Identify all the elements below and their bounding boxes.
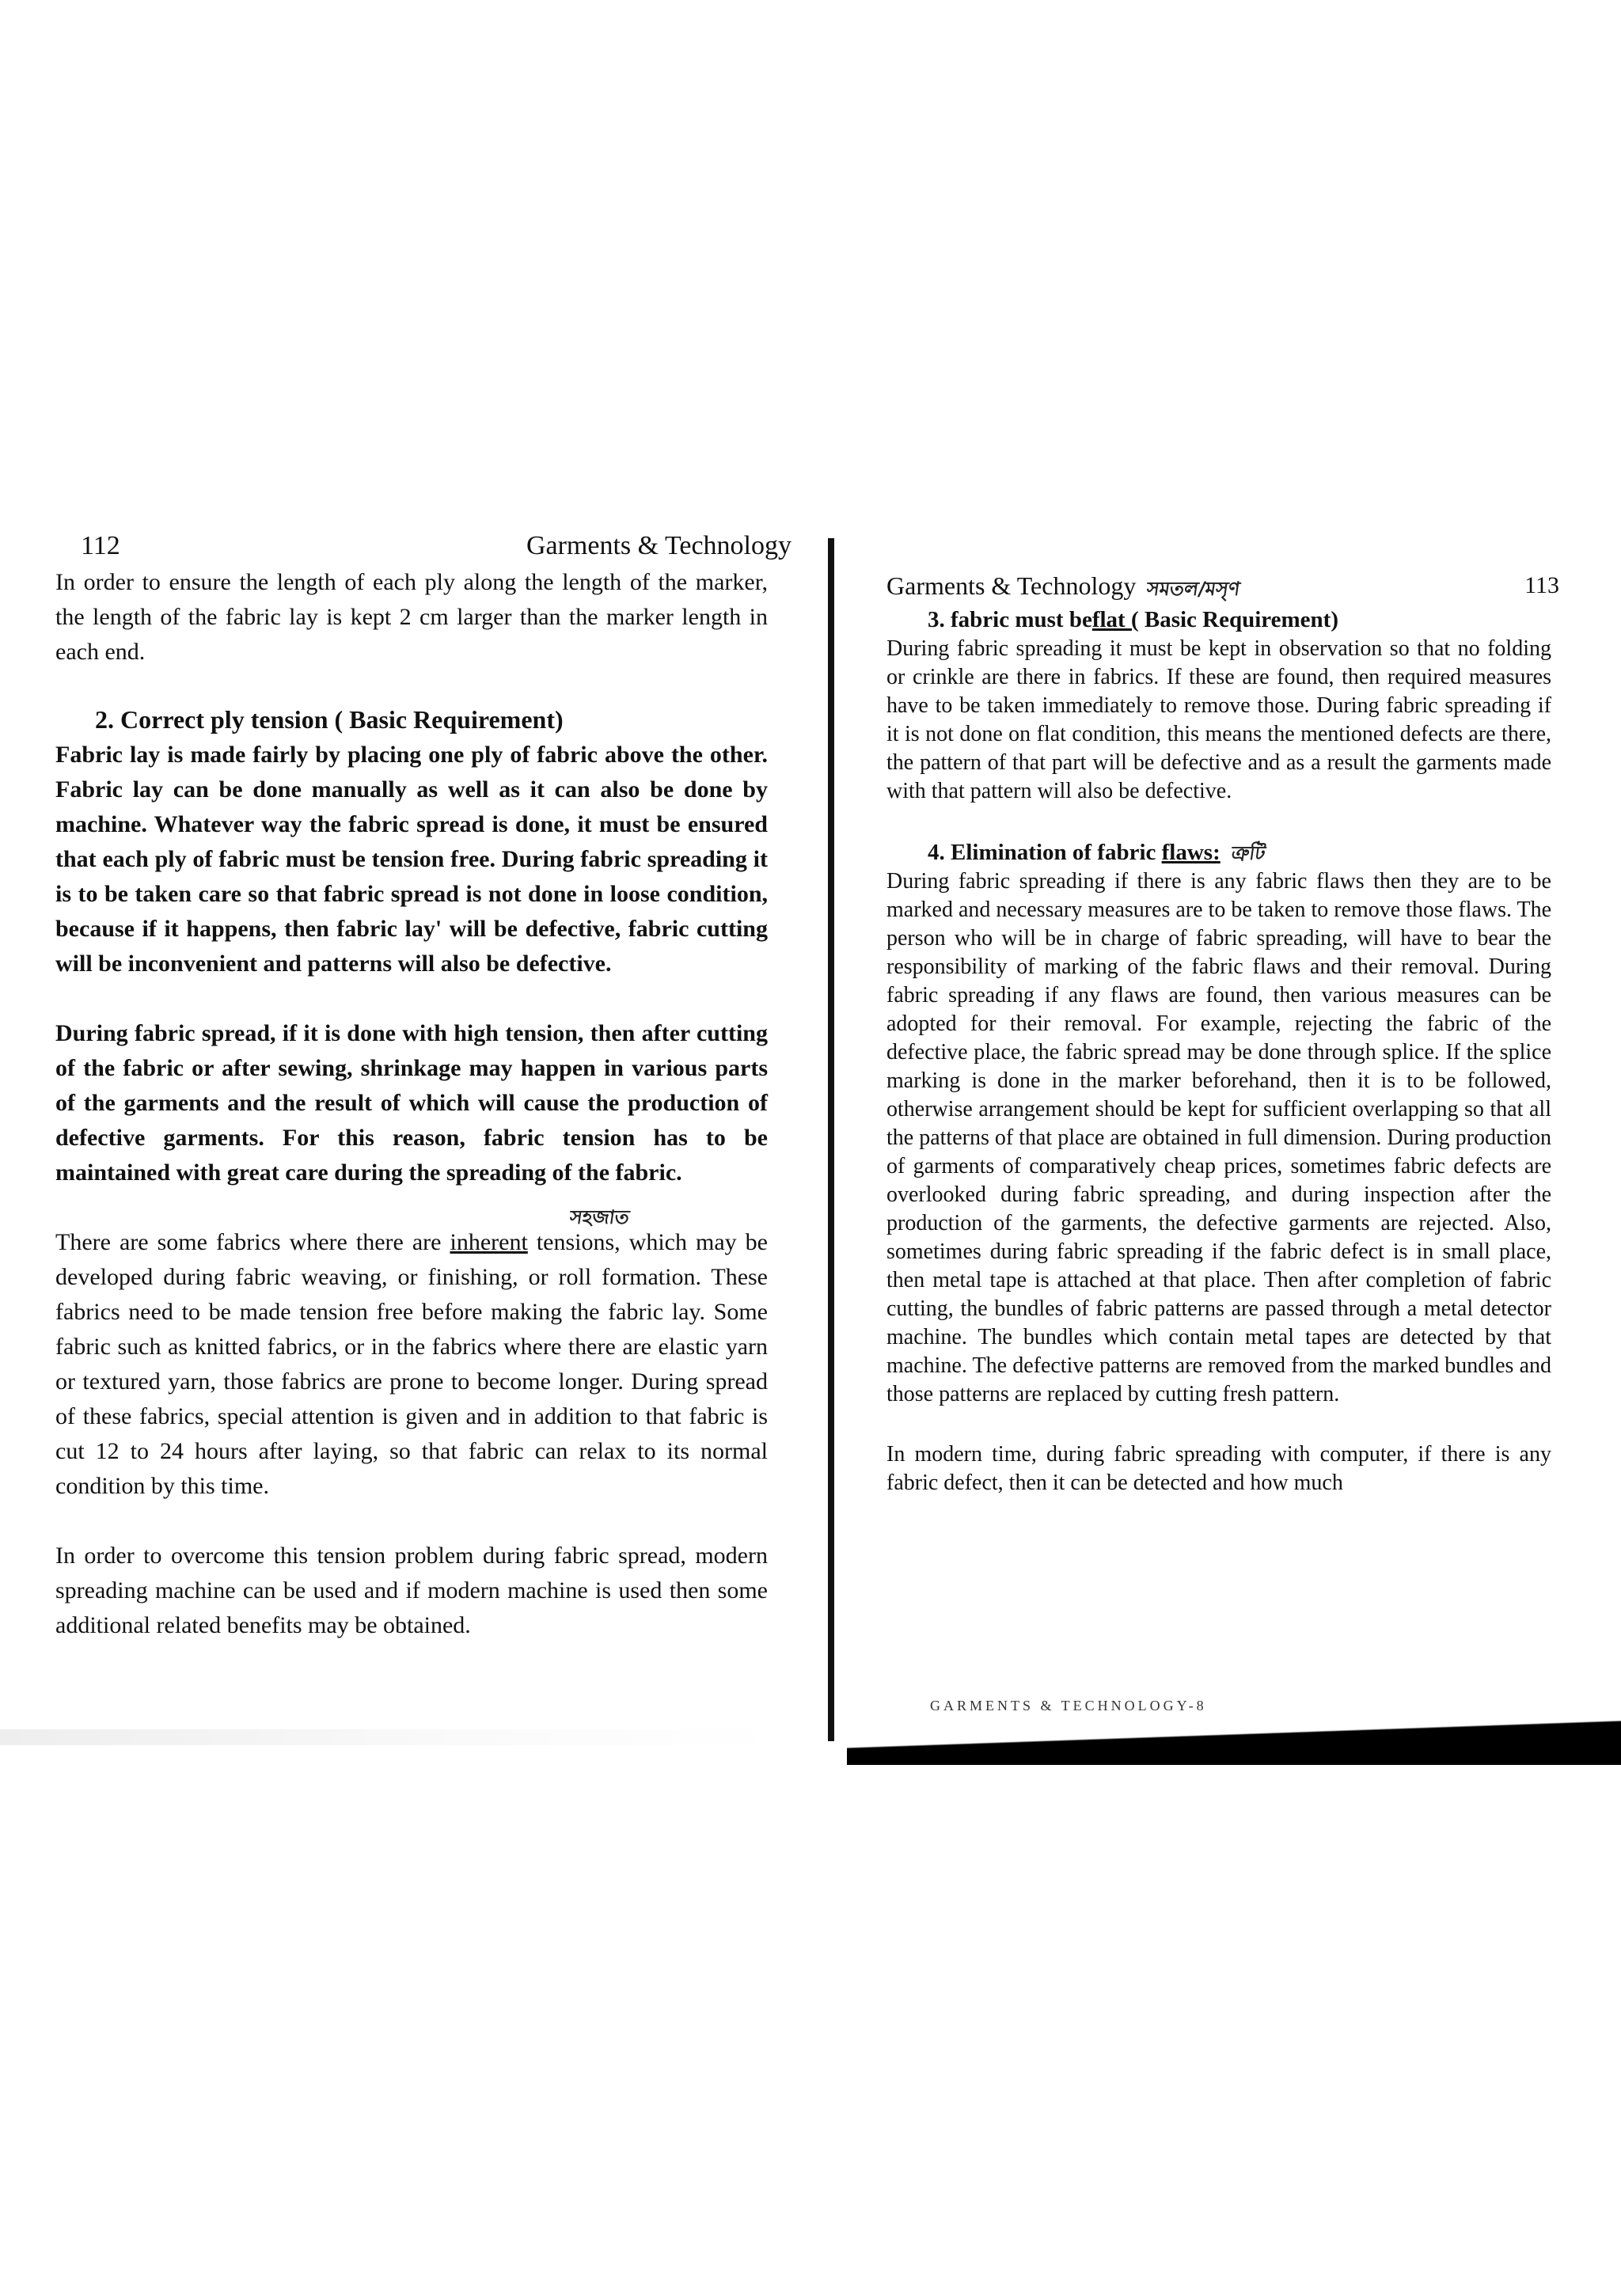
heading-text: Basic Requirement) bbox=[1138, 607, 1338, 632]
handwritten-annotation-inherent: সহজাত bbox=[568, 1206, 631, 1228]
underlined-word-inherent: inherent bbox=[450, 1229, 528, 1255]
handwritten-annotation-flat: সমতল/মসৃণ bbox=[1145, 577, 1242, 600]
section-4-paragraph-1: During fabric spreading if there is any fabric flaws then they are to be marked and necessary measures are to be taken to remove those flaws. The person who will be in charge of fabric spreading, will have to bear the responsibility of marking of the fabric flaws and their removal. During fabric spreading if any flaws are found, then various measures can be adopted for their removal. For example, rejecting the fabric of the defective place, the fabric spread may be done through splice. If the splice marking is done in the marker beforehand, then it is to be followed, otherwise arrangement should be kept for sufficient overlapping so that all the patterns of that place are obtained in full dimension. During production of garments of comparatively cheap prices, sometimes fabric defects are overlooked during fabric spreading, and during inspection after the production of the garments, the defective garments are rejected. Also, sometimes during fabric spreading if the fabric defect is in small place, then metal tape is attached at that place. Then after completion of fabric cutting, the bundles of fabric patterns are passed through a metal detector machine. The bundles which contain metal tapes are detected by that machine. The defective patterns are removed from the marked bundles and those patterns are replaced by cutting fresh pattern. bbox=[886, 869, 1551, 1406]
left-page-header bbox=[55, 530, 792, 565]
book-gutter bbox=[828, 538, 834, 1741]
section-4-heading bbox=[886, 837, 1551, 867]
heading-text: 3. fabric must be bbox=[928, 607, 1092, 632]
left-page bbox=[55, 530, 792, 1643]
scan-smudge bbox=[0, 1729, 776, 1745]
heading-text: 4. Elimination of fabric bbox=[928, 840, 1156, 865]
page-number: 112 bbox=[81, 531, 120, 560]
intro-paragraph: In order to ensure the length of each ply along the length of the marker, the length of the fabric lay is kept 2 cm larger than the marker length in each end. bbox=[55, 569, 768, 665]
section-2-paragraph-4: In order to overcome this tension problem during fabric spread, modern spreading machine can be used and if modern machine is used then some additional related benefits may be obtained. bbox=[55, 1543, 768, 1638]
handwritten-annotation-flaws: ত্রুটি bbox=[1229, 842, 1267, 864]
section-3-heading bbox=[886, 605, 1551, 635]
section-2-paragraph-1: Fabric lay is made fairly by placing one ply of fabric above the other. Fabric lay can be done manually as well as it can also be done by machine. Whatever way the fabric spread is done, it must be ensured that each ply of fabric must be tension free. During fabric spreading it is to be taken care so that fabric spread is not done in loose condition, because if it happens, then fabric lay' will be defective, fabric cutting will be inconvenient and patterns will also be defective. bbox=[55, 742, 768, 977]
section-2-paragraph-2: During fabric spread, if it is done with high tension, then after cutting of the fabric or after sewing, shrinkage may happen in various parts of the garments and the result of which will cause the production of defective garments. For this reason, fabric tension has to be maintained with great care during the spreading of the fabric. bbox=[55, 1020, 768, 1186]
underlined-word-flat: flat ( bbox=[1091, 607, 1139, 632]
running-title-text: Garments & Technology bbox=[886, 571, 1137, 600]
running-title bbox=[886, 570, 1240, 602]
page-footer: GARMENTS & TECHNOLOGY-8 bbox=[930, 1698, 1207, 1713]
paragraph-text: tensions, which may be developed during fabric weaving, or finishing, or roll formation. These fabrics need to be made tension free before making the fabric lay. Some fabric such as knitted fabrics, or in the fabrics where there are elastic yarn or textured yarn, those fabrics are prone to become longer. During spread of these fabrics, special attention is given and in addition to that fabric is cut 12 to 24 hours after laying, so that fabric can relax to its normal condition by this time. bbox=[55, 1229, 768, 1499]
section-2-paragraph-3 bbox=[55, 1225, 768, 1504]
right-page-header bbox=[886, 570, 1559, 605]
running-title: Garments & Technology bbox=[526, 531, 792, 560]
page-number: 113 bbox=[1524, 572, 1559, 598]
scan-edge-shadow bbox=[847, 1717, 1621, 1765]
section-2-heading: 2. Correct ply tension ( Basic Requirement) bbox=[95, 705, 564, 734]
inherent-paragraph-wrap bbox=[55, 1206, 768, 1504]
section-3-paragraph-1: During fabric spreading it must be kept in observation so that no folding or crinkle are there in fabrics. If these are found, then required measures have to be taken immediately to remove those. During fabric spreading if it is not done on flat condition, this means the mentioned defects are there, the pattern of that part will be defective and as a result the garments made with that pattern will also be defective. bbox=[886, 636, 1551, 803]
paragraph-text: There are some fabrics where there are bbox=[55, 1229, 450, 1255]
right-page bbox=[886, 570, 1559, 1497]
section-4-paragraph-2: In modern time, during fabric spreading with computer, if there is any fabric defect, then it can be detected and how much bbox=[886, 1442, 1551, 1495]
underlined-word-flaws: flaws: bbox=[1161, 840, 1220, 865]
